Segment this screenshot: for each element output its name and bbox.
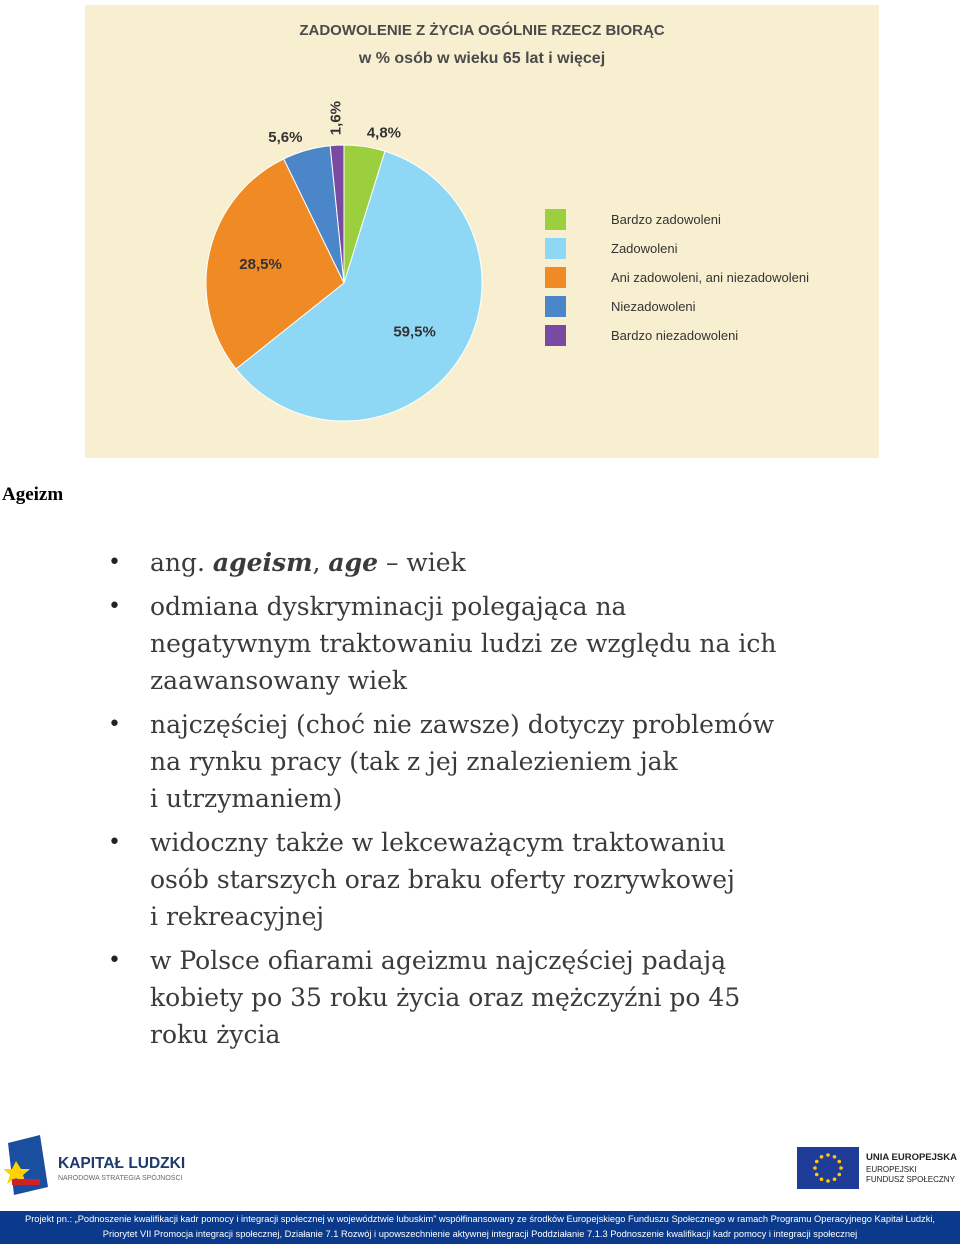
bullet-item bbox=[108, 942, 828, 1053]
footer-logos bbox=[0, 1135, 960, 1203]
footer-bar bbox=[0, 1211, 960, 1244]
bullet-line: i utrzymaniem) bbox=[150, 784, 343, 813]
eu-fund-line1: EUROPEJSKI bbox=[866, 1165, 917, 1174]
kapital-ludzki-subtitle: NARODOWA STRATEGIA SPÓJNOŚCI bbox=[58, 1175, 183, 1182]
pie-slice-label: 59,5% bbox=[393, 323, 436, 341]
bullet-list bbox=[108, 544, 828, 1060]
bullet-item bbox=[108, 706, 828, 817]
bullet-dot-icon: • bbox=[108, 550, 121, 575]
eu-flag-icon bbox=[797, 1147, 859, 1189]
pie-slice-label: 5,6% bbox=[268, 128, 303, 146]
bullet-line: negatywnym traktowaniu ludzi ze względu na ich bbox=[150, 629, 777, 658]
legend-label: Bardzo niezadowoleni bbox=[611, 328, 739, 343]
bullet-line: osób starszych oraz braku oferty rozrywkowej bbox=[150, 865, 735, 894]
pie-slice-label: 4,8% bbox=[366, 124, 402, 142]
section-heading: Ageizm bbox=[2, 484, 64, 505]
bullet-line: ang. ageism, age – wiek bbox=[150, 548, 466, 577]
legend-swatch bbox=[545, 296, 566, 317]
legend-item bbox=[545, 238, 678, 259]
legend-item bbox=[545, 267, 809, 288]
legend-swatch bbox=[545, 238, 566, 259]
chart-legend bbox=[545, 209, 809, 346]
bullet-item bbox=[108, 588, 828, 699]
bullet-item bbox=[108, 544, 828, 581]
bullet-dot-icon: • bbox=[108, 712, 121, 737]
bullet-line: odmiana dyskryminacji polegająca na bbox=[150, 592, 627, 621]
bullet-line: najczęściej (choć nie zawsze) dotyczy problemów bbox=[150, 710, 775, 739]
chart-title: ZADOWOLENIE Z ŻYCIA OGÓLNIE RZECZ BIORĄC bbox=[299, 22, 665, 39]
eu-title: UNIA EUROPEJSKA bbox=[866, 1152, 957, 1163]
chart-panel bbox=[85, 5, 879, 458]
bullet-line: w Polsce ofiarami ageizmu najczęściej padają bbox=[150, 946, 727, 975]
bullet-line: na rynku pracy (tak z jej znalezieniem jak bbox=[150, 747, 678, 776]
pie-slices bbox=[206, 145, 482, 421]
pie-chart bbox=[85, 5, 879, 458]
bullet-item bbox=[108, 824, 828, 935]
legend-item bbox=[545, 209, 721, 230]
bullet-line: widoczny także w lekceważącym traktowaniu bbox=[150, 828, 726, 857]
chart-subtitle: w % osób w wieku 65 lat i więcej bbox=[358, 50, 606, 67]
bullet-dot-icon: • bbox=[108, 830, 121, 855]
kapital-ludzki-name: KAPITAŁ LUDZKI bbox=[58, 1155, 186, 1172]
footer-line-1: Projekt pn.: „Podnoszenie kwalifikacji kadr pomocy i integracji społecznej w województwie lubuskim” współfinansowany ze środków Europejskiego Funduszu Społecznego w ramach Programu Operacyjnego Kapitał Ludzki, bbox=[25, 1214, 935, 1224]
bullet-dot-icon: • bbox=[108, 594, 121, 619]
bullet-line: i rekreacyjnej bbox=[150, 902, 325, 931]
bullet-line: zaawansowany wiek bbox=[150, 666, 408, 695]
legend-label: Zadowoleni bbox=[611, 241, 678, 256]
legend-swatch bbox=[545, 325, 566, 346]
bullet-dot-icon: • bbox=[108, 948, 121, 973]
legend-item bbox=[545, 325, 738, 346]
legend-item bbox=[545, 296, 696, 317]
bullet-line: kobiety po 35 roku życia oraz mężczyźni po 45 bbox=[150, 983, 741, 1012]
pie-slice-label: 1,6% bbox=[327, 100, 345, 136]
bullet-line: roku życia bbox=[150, 1020, 281, 1049]
legend-label: Ani zadowoleni, ani niezadowoleni bbox=[611, 270, 810, 285]
footer-line-2: Priorytet VII Promocja integracji społecznej, Działanie 7.1 Rozwój i upowszechnienie aktywnej integracji Poddziałanie 7.1.3 Podnoszenie kwalifikacji kadr pomocy i integracji społecznej bbox=[102, 1229, 858, 1239]
legend-label: Niezadowoleni bbox=[611, 299, 696, 314]
eu-fund-line2: FUNDUSZ SPOŁECZNY bbox=[866, 1175, 955, 1184]
legend-swatch bbox=[545, 209, 566, 230]
legend-label: Bardzo zadowoleni bbox=[611, 212, 721, 227]
pie-slice-label: 28,5% bbox=[239, 256, 282, 274]
legend-swatch bbox=[545, 267, 566, 288]
